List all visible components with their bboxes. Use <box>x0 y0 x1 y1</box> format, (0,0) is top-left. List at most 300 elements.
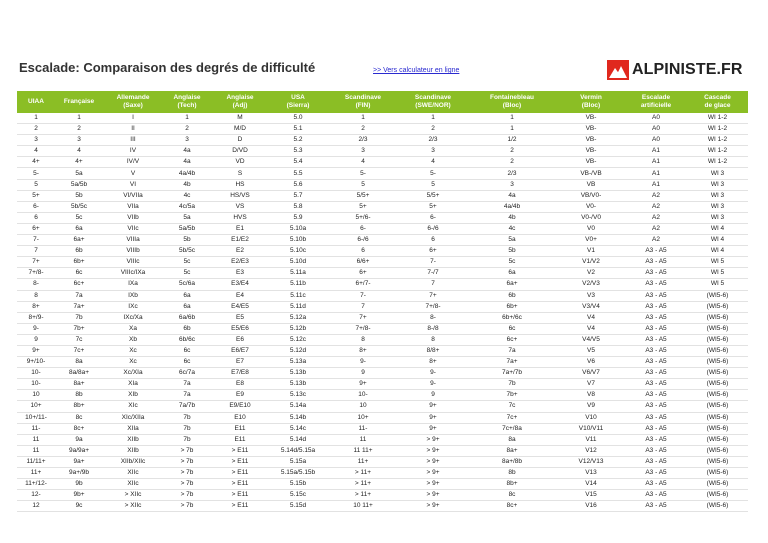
table-cell: 5b <box>55 190 103 201</box>
column-header-sublabel: (Saxe) <box>123 102 143 109</box>
table-cell: 5.14d <box>269 434 327 445</box>
table-cell: A3 - A5 <box>625 279 687 290</box>
table-cell: 7-/7 <box>399 268 467 279</box>
brand-logo <box>607 59 743 80</box>
table-cell: 6a+ <box>467 279 557 290</box>
column-header-label: Anglaise <box>173 94 201 101</box>
table-cell: 6c <box>467 323 557 334</box>
table-cell: 6+ <box>17 223 55 234</box>
table-cell: 7+/8- <box>399 301 467 312</box>
table-cell: E9/E10 <box>211 401 269 412</box>
table-cell: > 7b <box>163 490 211 501</box>
table-cell: XIIb/XIIc <box>103 456 163 467</box>
table-cell: 4c <box>163 190 211 201</box>
table-cell: 6b <box>467 290 557 301</box>
table-cell: 10+ <box>17 401 55 412</box>
table-cell: > E11 <box>211 456 269 467</box>
table-cell: 7 <box>327 301 399 312</box>
table-cell: V8 <box>557 390 625 401</box>
table-cell: 7+/8- <box>327 323 399 334</box>
table-cell: A3 - A5 <box>625 445 687 456</box>
column-header <box>687 91 748 113</box>
table-cell: 9a <box>55 434 103 445</box>
column-header <box>17 91 55 113</box>
column-header-label: Vermin <box>580 94 602 101</box>
table-cell: 7+ <box>399 290 467 301</box>
table-cell: A3 - A5 <box>625 390 687 401</box>
table-cell: 11- <box>327 423 399 434</box>
table-cell: 6c+ <box>55 279 103 290</box>
table-cell: VB-/VB <box>557 168 625 179</box>
table-cell: E3 <box>211 268 269 279</box>
table-row <box>17 201 748 212</box>
table-cell: > 9+ <box>399 445 467 456</box>
table-cell: 6 <box>399 235 467 246</box>
table-cell: 1 <box>467 124 557 135</box>
table-cell: 1 <box>55 113 103 124</box>
table-cell: 8+/9- <box>17 312 55 323</box>
table-cell: 5c <box>55 212 103 223</box>
table-cell: (WI5-6) <box>687 368 748 379</box>
table-row <box>17 235 748 246</box>
table-cell: V0- <box>557 201 625 212</box>
table-cell: 8a/8a+ <box>55 368 103 379</box>
table-row <box>17 257 748 268</box>
table-cell: 7a <box>467 345 557 356</box>
page-title: Escalade: Comparaison des degrés de difficulté <box>19 60 316 75</box>
table-cell: VI/VIIa <box>103 190 163 201</box>
table-cell: V <box>103 168 163 179</box>
column-header <box>327 91 399 113</box>
table-cell: WI 4 <box>687 223 748 234</box>
table-cell: 4a/4b <box>163 168 211 179</box>
table-cell: > 9+ <box>399 501 467 512</box>
table-cell: 6a+ <box>55 235 103 246</box>
table-cell: > 7b <box>163 479 211 490</box>
table-cell: 5.0 <box>269 113 327 124</box>
table-row <box>17 434 748 445</box>
table-row <box>17 223 748 234</box>
table-row <box>17 401 748 412</box>
table-cell: V5 <box>557 345 625 356</box>
table-cell: VB- <box>557 113 625 124</box>
table-cell: E3/E4 <box>211 279 269 290</box>
table-cell: 5.14a <box>269 401 327 412</box>
table-cell: 6/6+ <box>327 257 399 268</box>
table-cell: > 7b <box>163 501 211 512</box>
table-cell: 7a <box>163 390 211 401</box>
table-cell: (WI5-6) <box>687 357 748 368</box>
table-cell: 3 <box>467 179 557 190</box>
table-cell: IXc <box>103 301 163 312</box>
table-cell: E2/E3 <box>211 257 269 268</box>
table-cell: E9 <box>211 390 269 401</box>
table-cell: 5+/6- <box>327 212 399 223</box>
table-cell: WI 1-2 <box>687 157 748 168</box>
table-cell: E1/E2 <box>211 235 269 246</box>
table-cell: 5.15c <box>269 490 327 501</box>
table-cell: XIb <box>103 390 163 401</box>
table-cell: A2 <box>625 201 687 212</box>
table-cell: Xc <box>103 345 163 356</box>
table-cell: V14 <box>557 479 625 490</box>
table-cell: (WI5-6) <box>687 412 748 423</box>
table-cell: E2 <box>211 246 269 257</box>
table-cell: 6-/6 <box>327 235 399 246</box>
table-cell: (WI5-6) <box>687 468 748 479</box>
table-cell: 4 <box>327 157 399 168</box>
table-cell: > 9+ <box>399 456 467 467</box>
table-cell: 8b <box>55 390 103 401</box>
table-cell: A1 <box>625 157 687 168</box>
table-cell: > 7b <box>163 456 211 467</box>
table-cell: VIIIc/IXa <box>103 268 163 279</box>
table-cell: VB- <box>557 146 625 157</box>
table-cell: 12- <box>17 490 55 501</box>
table-cell: 8+ <box>327 345 399 356</box>
table-cell: 9c <box>55 501 103 512</box>
table-cell: E6 <box>211 334 269 345</box>
table-cell: 9b+ <box>55 490 103 501</box>
table-cell: 6c <box>163 345 211 356</box>
table-cell: 5a/5b <box>55 179 103 190</box>
table-cell: 5c <box>163 257 211 268</box>
column-header <box>103 91 163 113</box>
table-cell: > E11 <box>211 468 269 479</box>
table-cell: 7a+/7b <box>467 368 557 379</box>
table-cell: 8a+ <box>55 379 103 390</box>
column-header-sublabel: (SWE/NOR) <box>415 102 451 109</box>
table-cell: 4 <box>399 157 467 168</box>
table-cell: 8 <box>327 334 399 345</box>
table-cell: 6-/6 <box>399 223 467 234</box>
table-cell: 9- <box>327 357 399 368</box>
table-cell: 10- <box>17 368 55 379</box>
table-cell: 5.15d <box>269 501 327 512</box>
table-cell: 8- <box>399 312 467 323</box>
table-cell: 5.10b <box>269 235 327 246</box>
table-cell: V4/V5 <box>557 334 625 345</box>
table-cell: > 11+ <box>327 468 399 479</box>
table-cell: 4a <box>163 157 211 168</box>
table-row <box>17 323 748 334</box>
table-row <box>17 146 748 157</box>
table-cell: A3 - A5 <box>625 312 687 323</box>
table-cell: 7b <box>163 434 211 445</box>
table-cell: 1 <box>163 113 211 124</box>
table-cell: V0+ <box>557 235 625 246</box>
table-cell: (WI5-6) <box>687 434 748 445</box>
table-cell: 5b/5c <box>55 201 103 212</box>
table-cell: HS/VS <box>211 190 269 201</box>
table-cell: 6a <box>55 223 103 234</box>
table-cell: WI 3 <box>687 179 748 190</box>
table-cell: > E11 <box>211 501 269 512</box>
table-cell: > XIIc <box>103 501 163 512</box>
table-cell: E4/E5 <box>211 301 269 312</box>
table-cell: 8b+ <box>55 401 103 412</box>
table-cell: D/VD <box>211 146 269 157</box>
table-cell: 7+/8- <box>17 268 55 279</box>
table-cell: 2/3 <box>467 168 557 179</box>
table-cell: 6+/7- <box>327 279 399 290</box>
table-cell: 4 <box>17 146 55 157</box>
table-cell: S <box>211 168 269 179</box>
table-cell: 6- <box>17 201 55 212</box>
table-cell: A3 - A5 <box>625 412 687 423</box>
table-cell: 6c <box>55 268 103 279</box>
table-cell: 7b <box>467 379 557 390</box>
table-row <box>17 124 748 135</box>
table-cell: XIIb <box>103 445 163 456</box>
table-cell: XIa <box>103 379 163 390</box>
table-cell: (WI5-6) <box>687 390 748 401</box>
column-header <box>557 91 625 113</box>
table-cell: 5b <box>163 235 211 246</box>
table-cell: 5.10d <box>269 257 327 268</box>
table-cell: 11- <box>17 423 55 434</box>
table-row <box>17 490 748 501</box>
table-cell: A3 - A5 <box>625 456 687 467</box>
table-cell: 5.13b <box>269 368 327 379</box>
table-cell: 6 <box>17 212 55 223</box>
table-cell: E4 <box>211 290 269 301</box>
table-cell: 5+ <box>327 201 399 212</box>
table-cell: 5.13c <box>269 390 327 401</box>
table-cell: 7c+/8a <box>467 423 557 434</box>
table-cell: 4b <box>467 212 557 223</box>
table-cell: 7+ <box>17 257 55 268</box>
table-cell: 5.14d/5.15a <box>269 445 327 456</box>
table-cell: 9a+ <box>55 456 103 467</box>
column-header <box>467 91 557 113</box>
table-cell: 3 <box>17 135 55 146</box>
table-cell: VIIa <box>103 201 163 212</box>
table-cell: V2 <box>557 268 625 279</box>
table-cell: (WI5-6) <box>687 445 748 456</box>
table-cell: 6a/6b <box>163 312 211 323</box>
table-cell: WI 1-2 <box>687 135 748 146</box>
table-cell: A3 - A5 <box>625 434 687 445</box>
table-cell: 6a <box>163 290 211 301</box>
table-cell: 10 <box>17 390 55 401</box>
table-row <box>17 246 748 257</box>
table-cell: (WI5-6) <box>687 323 748 334</box>
column-header-sublabel: (FIN) <box>355 102 371 109</box>
table-cell: 9b <box>55 479 103 490</box>
table-cell: I <box>103 113 163 124</box>
table-cell: 5c <box>467 257 557 268</box>
table-cell: V10 <box>557 412 625 423</box>
table-cell: 12 <box>17 501 55 512</box>
table-cell: 5a <box>55 168 103 179</box>
table-cell: A2 <box>625 190 687 201</box>
table-cell: 2 <box>55 124 103 135</box>
table-cell: 1 <box>17 113 55 124</box>
table-row <box>17 357 748 368</box>
table-row <box>17 190 748 201</box>
table-cell: E5 <box>211 312 269 323</box>
table-cell: > 7b <box>163 468 211 479</box>
table-cell: 10 <box>327 401 399 412</box>
table-cell: 8c+ <box>55 423 103 434</box>
table-cell: 8+ <box>399 357 467 368</box>
table-cell: XIIa <box>103 423 163 434</box>
table-cell: A3 - A5 <box>625 246 687 257</box>
table-cell: 6a <box>467 268 557 279</box>
table-cell: VB- <box>557 135 625 146</box>
table-cell: 8c <box>467 490 557 501</box>
table-cell: > 11+ <box>327 479 399 490</box>
table-cell: (WI5-6) <box>687 345 748 356</box>
table-cell: 5.13a <box>269 357 327 368</box>
table-cell: VB <box>557 179 625 190</box>
table-cell: 1 <box>327 113 399 124</box>
table-cell: A2 <box>625 235 687 246</box>
table-cell: 4a <box>467 190 557 201</box>
table-cell: 6b+/6c <box>467 312 557 323</box>
table-cell: Xc/XIa <box>103 368 163 379</box>
table-cell: 5.3 <box>269 146 327 157</box>
table-cell: A3 - A5 <box>625 357 687 368</box>
table-cell: 3 <box>163 135 211 146</box>
table-cell: 6- <box>327 223 399 234</box>
table-cell: 5 <box>17 179 55 190</box>
table-cell: 8b <box>467 468 557 479</box>
table-cell: VIIb <box>103 212 163 223</box>
table-cell: 3 <box>399 146 467 157</box>
table-cell: 7b <box>163 412 211 423</box>
table-cell: 8+ <box>17 301 55 312</box>
table-cell: 5a/5b <box>163 223 211 234</box>
table-cell: 5.11c <box>269 290 327 301</box>
table-cell: E7/E8 <box>211 368 269 379</box>
table-row <box>17 268 748 279</box>
table-cell: 5.14b <box>269 412 327 423</box>
table-row <box>17 334 748 345</box>
table-cell: > 9+ <box>399 468 467 479</box>
table-cell: A3 - A5 <box>625 290 687 301</box>
table-cell: 5- <box>327 168 399 179</box>
table-cell: 6b <box>55 246 103 257</box>
table-cell: 5.14c <box>269 423 327 434</box>
table-cell: A2 <box>625 223 687 234</box>
table-cell: 2 <box>467 157 557 168</box>
table-cell: 7b+ <box>467 390 557 401</box>
table-cell: A3 - A5 <box>625 323 687 334</box>
table-cell: 9- <box>399 368 467 379</box>
table-cell: XIc <box>103 401 163 412</box>
table-cell: V10/V11 <box>557 423 625 434</box>
table-cell: A0 <box>625 124 687 135</box>
table-cell: 9- <box>399 379 467 390</box>
table-row <box>17 168 748 179</box>
table-cell: V12/V13 <box>557 456 625 467</box>
table-cell: A3 - A5 <box>625 301 687 312</box>
table-cell: 9a/9a+ <box>55 445 103 456</box>
table-cell: 9 <box>327 368 399 379</box>
table-cell: 7b <box>55 312 103 323</box>
table-cell: V3 <box>557 290 625 301</box>
table-cell: 5.12b <box>269 323 327 334</box>
table-cell: 8a <box>55 357 103 368</box>
table-cell: 7b <box>163 423 211 434</box>
table-cell: A0 <box>625 113 687 124</box>
table-cell: 6c+ <box>467 334 557 345</box>
table-cell: 11/11+ <box>17 456 55 467</box>
table-cell: 9+ <box>399 412 467 423</box>
table-cell: 9+/10- <box>17 357 55 368</box>
table-cell: (WI5-6) <box>687 312 748 323</box>
table-cell: A2 <box>625 212 687 223</box>
table-cell: 4+ <box>55 157 103 168</box>
table-cell: 1 <box>467 113 557 124</box>
table-row <box>17 368 748 379</box>
table-cell: HVS <box>211 212 269 223</box>
table-cell: XIIb <box>103 434 163 445</box>
table-cell: 5.15a/5.15b <box>269 468 327 479</box>
table-cell: (WI5-6) <box>687 479 748 490</box>
column-header-sublabel: (Adj) <box>232 102 248 109</box>
table-cell: 8b+ <box>467 479 557 490</box>
table-cell: 7a <box>163 379 211 390</box>
column-header-label: Allemande <box>116 94 150 101</box>
table-cell: 8 <box>17 290 55 301</box>
table-cell: 11+/12- <box>17 479 55 490</box>
table-cell: 8/8+ <box>399 345 467 356</box>
table-cell: E5/E6 <box>211 323 269 334</box>
table-cell: E7 <box>211 357 269 368</box>
table-cell: 11 <box>17 445 55 456</box>
table-cell: E11 <box>211 423 269 434</box>
table-cell: (WI5-6) <box>687 301 748 312</box>
calculator-link[interactable]: >> Vers calculateur en ligne <box>373 67 460 74</box>
table-cell: 8a+/8b <box>467 456 557 467</box>
table-cell: 11 <box>17 434 55 445</box>
column-header-sublabel: (Sierra) <box>286 102 310 109</box>
table-cell: 5.12c <box>269 334 327 345</box>
table-cell: (WI5-6) <box>687 501 748 512</box>
table-cell: 5.2 <box>269 135 327 146</box>
table-cell: WI 1-2 <box>687 113 748 124</box>
table-cell: 8-/8 <box>399 323 467 334</box>
table-cell: A1 <box>625 179 687 190</box>
table-cell: 5/5+ <box>327 190 399 201</box>
table-cell: E8 <box>211 379 269 390</box>
table-cell: 2 <box>399 124 467 135</box>
table-cell: 5.12d <box>269 345 327 356</box>
table-cell: IV <box>103 146 163 157</box>
table-cell: A1 <box>625 146 687 157</box>
table-cell: III <box>103 135 163 146</box>
table-cell: > E11 <box>211 490 269 501</box>
table-cell: 9+ <box>399 423 467 434</box>
table-cell: XIIc <box>103 468 163 479</box>
table-cell: A1 <box>625 168 687 179</box>
table-cell: V11 <box>557 434 625 445</box>
table-cell: IXc/Xa <box>103 312 163 323</box>
table-cell: A3 - A5 <box>625 401 687 412</box>
table-cell: V9 <box>557 401 625 412</box>
column-header-label: Scandinave <box>344 94 382 101</box>
table-cell: E11 <box>211 434 269 445</box>
table-cell: V4 <box>557 323 625 334</box>
table-cell: WI 3 <box>687 201 748 212</box>
table-row <box>17 412 748 423</box>
table-cell: > 11+ <box>327 490 399 501</box>
table-cell: 5.10c <box>269 246 327 257</box>
table-cell: 6b+ <box>55 257 103 268</box>
